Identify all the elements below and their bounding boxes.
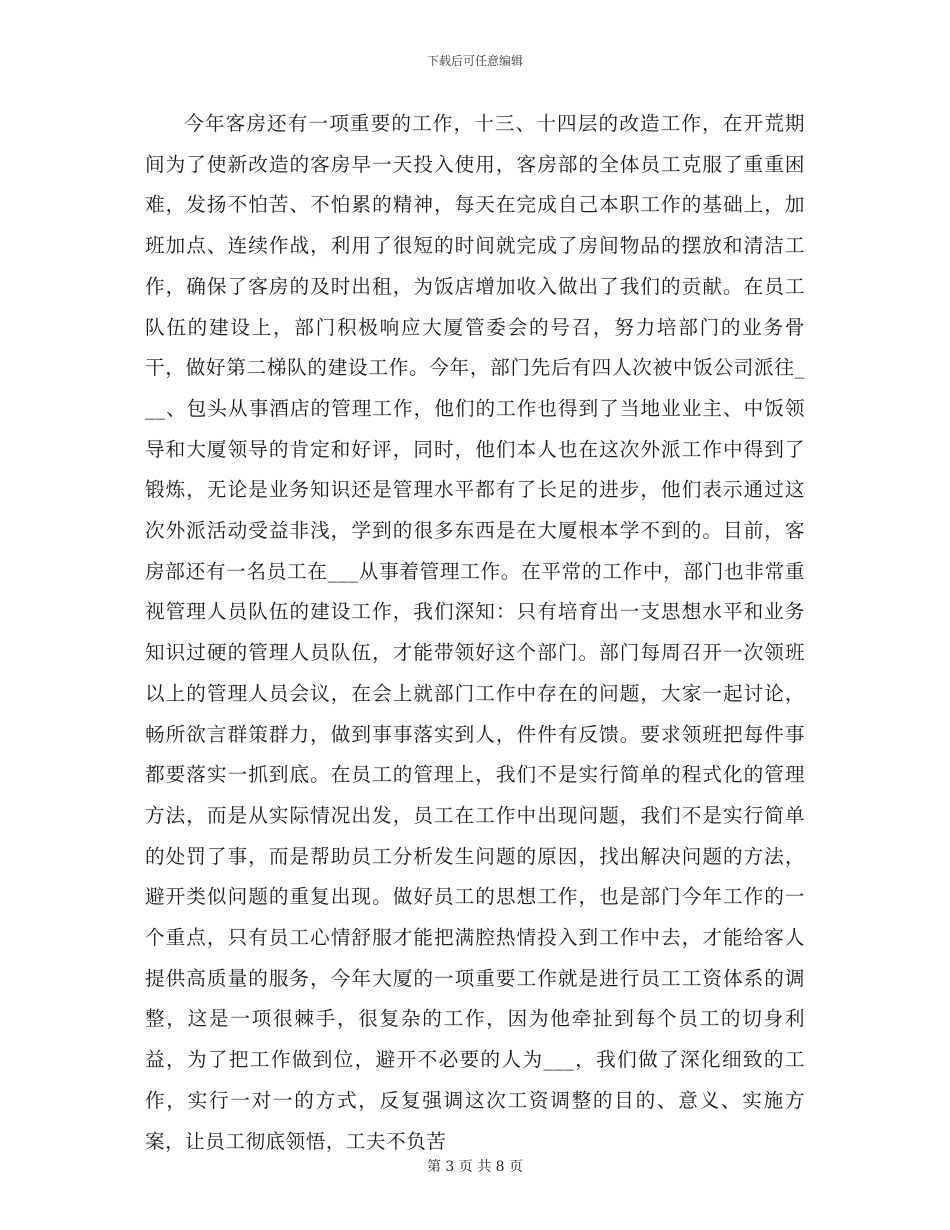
header-note: 下载后可任意编辑	[426, 54, 523, 68]
body-paragraph: 今年客房还有一项重要的工作，十三、十四层的改造工作，在开荒期间为了使新改造的客房早一天投入使用，客房部的全体员工克服了重重困难，发扬不怕苦、不怕累的精神，每天在完成自己本职工作的基础上，加班加点、连续作战，利用了很短的时间就完成了房间物品的摆放和清洁工作，确保了客房的及时出租，为饭店增加收入做出了我们的贡献。在员工队伍的建设上，部门积极响应大厦管委会的号召，努力培部门的业务骨干，做好第二梯队的建设工作。今年，部门先后有四人次被中饭公司派往___、包头从事酒店的管理工作，他们的工作也得到了当地业业主、中饭领导和大厦领导的肯定和好评，同时，他们本人也在这次外派工作中得到了锻炼，无论是业务知识还是管理水平都有了长足的进步，他们表示通过这次外派活动受益非浅，学到的很多东西是在大厦根本学不到的。目前，客房部还有一名员工在___从事着管理工作。在平常的工作中，部门也非常重视管理人员队伍的建设工作，我们深知：只有培育出一支思想水平和业务知识过硬的管理人员队伍，才能带领好这个部门。部门每周召开一次领班以上的管理人员会议，在会上就部门工作中存在的问题，大家一起讨论，畅所欲言群策群力，做到事事落实到人，件件有反馈。要求领班把每件事都要落实一抓到底。在员工的管理上，我们不是实行简单的程式化的管理方法，而是从实际情况出发，员工在工作中出现问题，我们不是实行简单的处罚了事，而是帮助员工分析发生问题的原因，找出解决问题的方法，避开类似问题的重复出现。做好员工的思想工作，也是部门今年工作的一个重点，只有员工心情舒服才能把满腔热情投入到工作中去，才能给客人提供高质量的服务，今年大厦的一项重要工作就是进行员工工资体系的调整，这是一项很棘手，很复杂的工作，因为他牵扯到每个员工的切身利益，为了把工作做到位，避开不必要的人为___，我们做了深化细致的工作，实行一对一的方式，反复强调这次工资调整的目的、意义、实施方案，让员工彻底领悟，工夫不负苦	[145, 112, 805, 1153]
page-number: 第 3 页 共 8 页	[426, 1159, 524, 1175]
